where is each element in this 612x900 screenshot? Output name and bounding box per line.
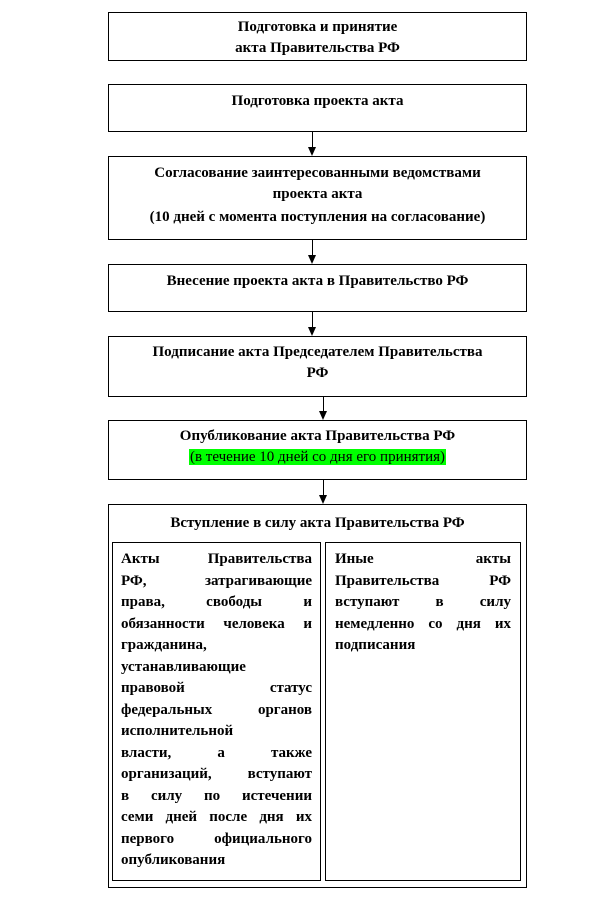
step-5-highlight-wrap <box>109 447 526 468</box>
right-line: Правительства РФ <box>335 572 511 589</box>
left-line: РФ, затрагивающие <box>121 572 312 589</box>
step-5-line-1: Опубликование акта Правительства РФ <box>179 428 456 444</box>
left-line: устанавливающие <box>121 658 246 675</box>
step-signing <box>108 336 527 397</box>
title-line-2: акта Правительства РФ <box>235 40 400 56</box>
step-prepare-draft <box>108 84 527 132</box>
left-line: семи дней после дня их <box>121 809 312 825</box>
left-line: исполнительной <box>121 723 234 739</box>
left-line: обязанности человека и <box>121 615 312 632</box>
left-line: Акты Правительства <box>121 551 312 567</box>
right-acts-box <box>325 542 521 881</box>
step-2-line-2: проекта акта <box>272 186 363 202</box>
left-line: правовой статус <box>121 680 312 696</box>
left-acts-box <box>112 542 321 881</box>
entry-into-force-box <box>108 504 527 888</box>
right-line: подписания <box>335 637 416 653</box>
step-submit-to-government <box>108 264 527 312</box>
left-line: власти, а также <box>121 744 312 761</box>
step-5-highlight: (в течение 10 дней со дня его принятия) <box>189 449 446 465</box>
right-acts-text <box>335 549 511 657</box>
title-line-1: Подготовка и принятие <box>237 19 398 35</box>
title-box <box>108 12 527 61</box>
entry-into-force-title: Вступление в силу акта Правительства РФ <box>170 515 465 531</box>
left-line: федеральных органов <box>121 701 312 718</box>
left-acts-text <box>121 549 312 872</box>
left-line: первого официального <box>121 830 312 847</box>
step-1-text: Подготовка проекта акта <box>231 93 404 109</box>
step-4-line-1: Подписание акта Председателем Правительства <box>152 344 483 360</box>
left-line: права, свободы и <box>121 594 312 610</box>
step-publication <box>108 420 527 480</box>
step-2-line-3: (10 дней с момента поступления на согласование) <box>149 209 486 225</box>
left-line: опубликования <box>121 852 226 868</box>
step-approval <box>108 156 527 240</box>
right-line: Иные акты <box>335 551 511 567</box>
step-2-line-1: Согласование заинтересованными ведомствами <box>154 165 481 181</box>
right-line: немедленно со дня их <box>335 615 511 632</box>
step-3-text: Внесение проекта акта в Правительство РФ <box>166 273 469 289</box>
left-line: организаций, вступают <box>121 766 312 782</box>
left-line: гражданина, <box>121 637 207 653</box>
left-line: в силу по истечении <box>121 787 312 804</box>
step-4-line-2: РФ <box>306 365 329 381</box>
right-line: вступают в силу <box>335 594 511 610</box>
